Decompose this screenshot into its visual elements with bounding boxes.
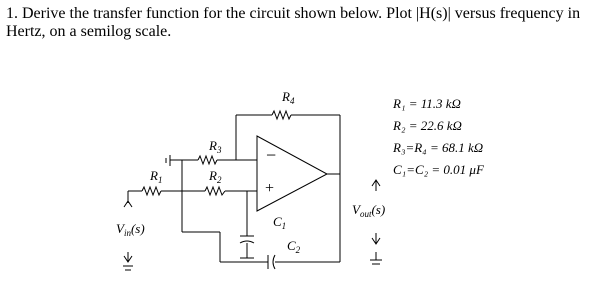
value-r2: R₂ = 22.6 kΩ [393, 118, 462, 133]
label-r1: R [150, 168, 158, 183]
label-vout-arg: (s) [371, 202, 386, 217]
svg-text:R2 [208, 168, 222, 185]
resistor-r3 [198, 156, 217, 164]
label-vin-sub: in [123, 228, 131, 238]
capacitor-c1-plate-b [240, 241, 254, 243]
svg-text:C1 [273, 214, 286, 231]
label-c2: C [287, 238, 296, 253]
value-c1c2: C₁=C₂ = 0.01 μF [393, 162, 484, 177]
resistor-r2 [205, 187, 225, 195]
problem-number: 1. [6, 5, 18, 22]
svg-text:C2 [287, 238, 301, 255]
svg-text:R4 [281, 89, 295, 106]
problem-text: Derive the transfer function for the circuit shown below. Plot |H(s)| versus frequency in Hertz, on a semilog scale. [6, 5, 581, 40]
value-r1: R₁ = 11.3 kΩ [393, 96, 461, 111]
svg-text:Vout(s) [352, 202, 385, 219]
opamp-minus-sign: − [266, 145, 277, 165]
label-vout-sub: out [359, 209, 372, 219]
label-vin: V [116, 221, 124, 236]
label-r3: R [209, 138, 217, 153]
value-r3r4: R₃=R₄ = 68.1 kΩ [393, 140, 484, 155]
resistor-r4 [272, 111, 291, 119]
label-vout: V [352, 202, 360, 217]
opamp-plus-sign: + [265, 180, 275, 197]
label-c2-sub: 2 [295, 245, 301, 255]
label-r2-sub: 2 [216, 175, 222, 185]
capacitor-c2-plate-b [273, 255, 275, 269]
resistor-r1 [142, 187, 161, 195]
label-c1: C [273, 214, 282, 229]
svg-text:Vin(s) [116, 221, 145, 238]
label-r3-sub: 3 [216, 145, 222, 155]
svg-text:R1 [149, 168, 162, 185]
label-r4-sub: 4 [289, 96, 295, 106]
svg-text:R3 [208, 138, 222, 155]
label-c1-sub: 1 [281, 221, 287, 231]
label-r2: R [209, 168, 217, 183]
label-vin-arg: (s) [130, 221, 145, 236]
label-r1-sub: 1 [157, 175, 163, 185]
label-r4: R [282, 89, 290, 104]
